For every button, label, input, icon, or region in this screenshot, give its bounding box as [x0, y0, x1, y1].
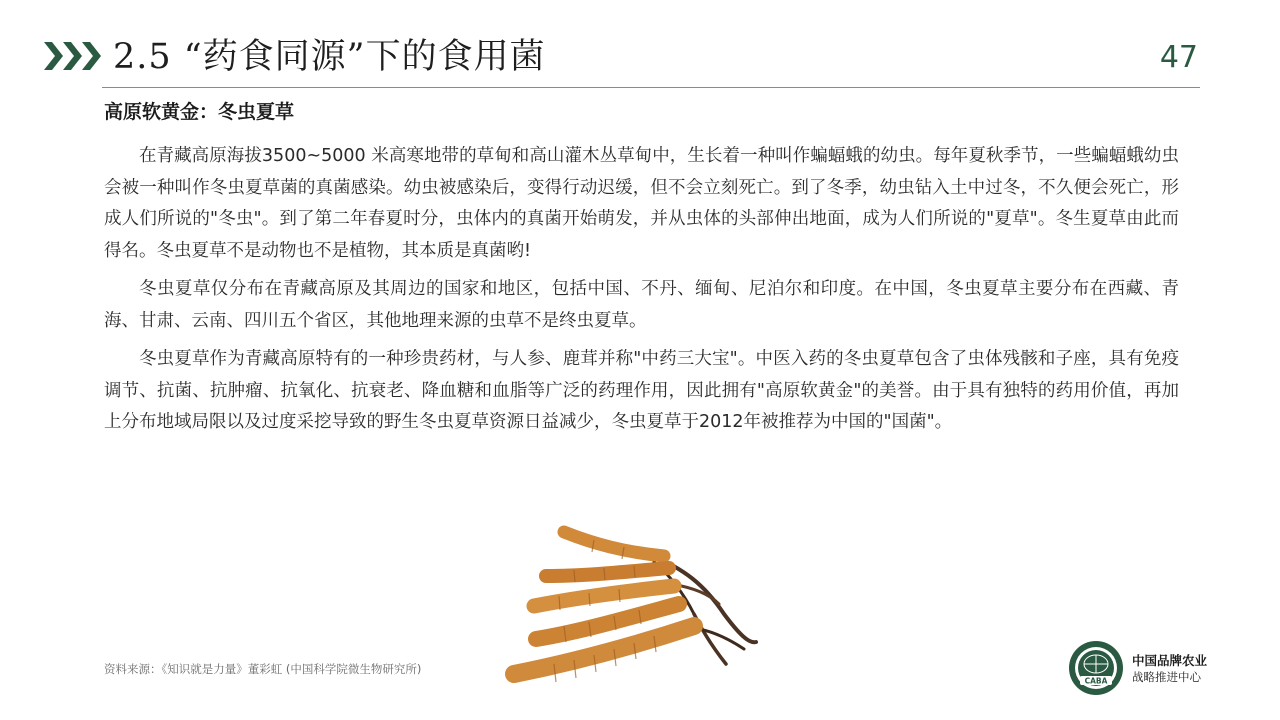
caba-logo-icon: [1068, 640, 1124, 696]
paragraph: 冬虫夏草作为青藏高原特有的一种珍贵药材，与人参、鹿茸并称"中药三大宝"。中医入药的冬虫夏草包含了虫体残骸和子座，具有免疫调节、抗菌、抗肿瘤、抗氧化、抗衰老、降血糖和血脂等广泛的药理作用，因此拥有"高原软黄金"的美誉。由于具有独特的药用价值，再加上分布地域局限以及过度采挖导致的野生冬虫夏草资源日益减少，冬虫夏草于2012年被推荐为中国的"国菌"。: [104, 349, 1179, 432]
org-name-line1: 中国品牌农业: [1132, 653, 1208, 668]
cordyceps-photo: [494, 514, 772, 714]
page-title: 2.5 “药食同源”下的食用菌: [113, 37, 546, 77]
chevron-bullet-icon: [44, 40, 102, 72]
paragraph: 在青藏高原海拔3500~5000 米高寒地带的草甸和高山灌木丛草甸中，生长着一种叫作蝙蝠蛾的幼虫。每年夏秋季节，一些蝙蝠蛾幼虫会被一种叫作冬虫夏草菌的真菌感染。幼虫被感染后，变得行动迟缓，但不会立刻死亡。到了冬季，幼虫钻入土中过冬，不久便会死亡，形成人们所说的"冬虫"。到了第二年春夏时分，虫体内的真菌开始萌发，并从虫体的头部伸出地面，成为人们所说的"夏草"。冬生夏草由此而得名。冬虫夏草不是动物也不是植物，其本质是真菌哟!: [104, 146, 1179, 261]
source-citation: 资料来源：《知识就是力量》董彩虹 (中国科学院微生物研究所): [104, 662, 422, 676]
body-text: [104, 141, 1179, 446]
paragraph: 冬虫夏草仅分布在青藏高原及其周边的国家和地区，包括中国、不丹、缅甸、尼泊尔和印度。在中国，冬虫夏草主要分布在西藏、青海、甘肃、云南、四川五个省区，其他地理来源的虫草不是终虫夏草。: [104, 279, 1179, 331]
page-number: 47: [1159, 40, 1198, 75]
svg-text:CABA: CABA: [1084, 676, 1108, 686]
section-subtitle: 高原软黄金：冬虫夏草: [104, 101, 295, 123]
org-name-line2: 战略推进中心: [1132, 670, 1201, 684]
organization-name: [1132, 653, 1207, 685]
title-divider: [102, 87, 1200, 88]
